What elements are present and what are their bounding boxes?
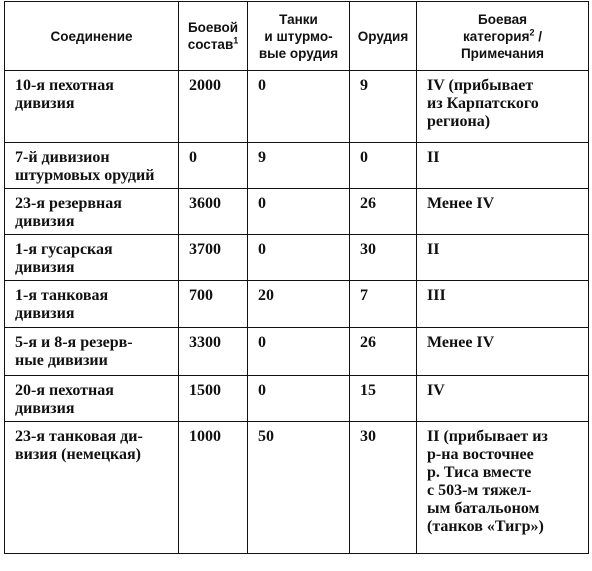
unit-cell [5, 71, 179, 143]
strength-cell [179, 71, 248, 143]
category-cell-text: II (прибывает из р-на восточнее р. Тиса вместе с 503-м тяжел- ым батальоном (танков «Тигр») [427, 428, 548, 535]
category-cell-text: Менее IV [427, 195, 495, 212]
unit-cell-text: 20-я пехотная дивизия [15, 382, 114, 417]
category-cell-text: IV [427, 382, 445, 399]
unit-cell-text: 1-я танковая дивизия [15, 287, 109, 322]
category-cell-text: IV (прибывает из Карпатского региона) [427, 77, 539, 130]
tanks-cell [248, 71, 350, 143]
unit-cell-text: 1-я гусарская дивизия [15, 241, 113, 276]
unit-cell-text: 23-я танковая ди- визия (немецкая) [15, 428, 143, 463]
tanks-cell-text: 9 [258, 149, 266, 166]
tanks-cell [248, 235, 350, 281]
tanks-cell [248, 281, 350, 328]
category-cell [417, 376, 589, 422]
category-cell-text: Менее IV [427, 334, 495, 351]
guns-cell [350, 422, 417, 554]
unit-cell-text: 23-я резервная дивизия [15, 195, 122, 230]
strength-cell-text: 1000 [189, 428, 221, 445]
guns-cell [350, 281, 417, 328]
table-body [5, 71, 589, 554]
category-cell [417, 189, 589, 235]
tanks-cell-text: 20 [258, 287, 274, 304]
guns-cell-text: 15 [360, 382, 376, 399]
guns-cell-text: 30 [360, 241, 376, 258]
table-row [5, 328, 589, 376]
footnote-2-marker: 2 [529, 27, 535, 37]
strength-cell [179, 328, 248, 376]
guns-cell-text: 30 [360, 428, 376, 445]
footnote-1-marker: 1 [233, 35, 239, 46]
guns-cell [350, 71, 417, 143]
forces-table [4, 1, 589, 554]
header-unit: Соединение [5, 2, 179, 71]
unit-cell [5, 235, 179, 281]
category-cell [417, 71, 589, 143]
table-row [5, 235, 589, 281]
guns-cell-text: 0 [360, 149, 368, 166]
tanks-cell [248, 422, 350, 554]
guns-cell [350, 328, 417, 376]
guns-cell-text: 26 [360, 195, 376, 212]
guns-cell-text: 7 [360, 287, 368, 304]
strength-cell-text: 2000 [189, 77, 221, 94]
header-category: Боевая категория$^2$ / Примечания [417, 2, 589, 71]
tanks-cell-text: 0 [258, 195, 266, 212]
category-cell [417, 143, 589, 189]
unit-cell [5, 189, 179, 235]
table-row [5, 143, 589, 189]
unit-cell-text: 7-й дивизион штурмовых орудий [15, 149, 155, 184]
header-strength: Боевой состав$^1$ [179, 2, 248, 71]
tanks-cell-text: 0 [258, 77, 266, 94]
tanks-cell [248, 376, 350, 422]
table-row [5, 71, 589, 143]
tanks-cell-text: 0 [258, 241, 266, 258]
category-cell [417, 281, 589, 328]
table-row [5, 189, 589, 235]
guns-cell-text: 9 [360, 77, 368, 94]
tanks-cell-text: 0 [258, 334, 266, 351]
strength-cell [179, 376, 248, 422]
strength-cell-text: 3600 [189, 195, 221, 212]
unit-cell [5, 376, 179, 422]
category-cell-text: III [427, 287, 446, 304]
table-row [5, 422, 589, 554]
strength-cell-text: 3700 [189, 241, 221, 258]
guns-cell [350, 235, 417, 281]
category-cell-text: II [427, 241, 440, 258]
strength-cell-text: 0 [189, 149, 197, 166]
unit-cell [5, 422, 179, 554]
category-cell [417, 328, 589, 376]
guns-cell [350, 189, 417, 235]
table-row [5, 281, 589, 328]
tanks-cell-text: 50 [258, 428, 274, 445]
category-cell [417, 422, 589, 554]
guns-cell [350, 143, 417, 189]
unit-cell [5, 143, 179, 189]
unit-cell [5, 281, 179, 328]
unit-cell-text: 5-я и 8-я резерв- ные дивизии [15, 334, 133, 369]
strength-cell-text: 1500 [189, 382, 221, 399]
header-row [5, 2, 589, 71]
tanks-cell [248, 328, 350, 376]
header-guns: Орудия [350, 2, 417, 71]
strength-cell [179, 235, 248, 281]
strength-cell [179, 189, 248, 235]
header-tanks: Танки и штурмо- вые орудия [248, 2, 350, 71]
strength-cell [179, 281, 248, 328]
strength-cell-text: 700 [189, 287, 213, 304]
category-cell [417, 235, 589, 281]
tanks-cell-text: 0 [258, 382, 266, 399]
guns-cell [350, 376, 417, 422]
unit-cell-text: 10-я пехотная дивизия [15, 77, 114, 112]
strength-cell [179, 143, 248, 189]
category-cell-text: II [427, 149, 440, 166]
strength-cell [179, 422, 248, 554]
tanks-cell [248, 189, 350, 235]
table-row [5, 376, 589, 422]
guns-cell-text: 26 [360, 334, 376, 351]
tanks-cell [248, 143, 350, 189]
unit-cell [5, 328, 179, 376]
strength-cell-text: 3300 [189, 334, 221, 351]
